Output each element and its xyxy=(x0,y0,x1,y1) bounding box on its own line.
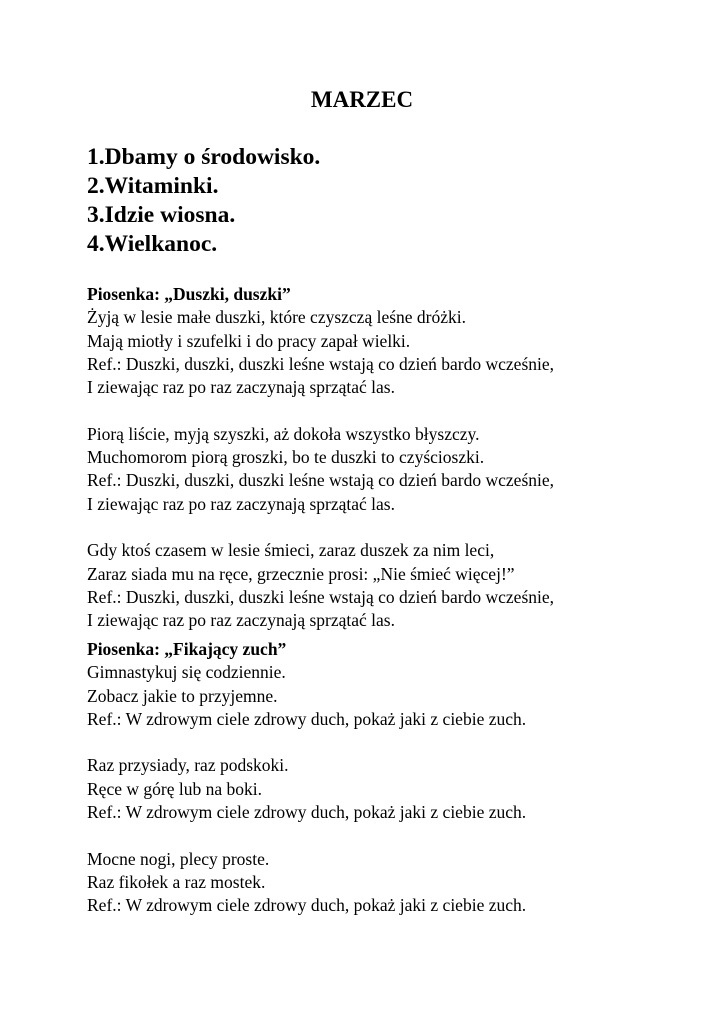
lyric-line: Ręce w górę lub na boki. xyxy=(87,778,262,799)
topic-item: 2.Witaminki. xyxy=(87,173,219,199)
refrain-line: Ref.: Duszki, duszki, duszki leśne wstają co dzień bardo wcześnie, xyxy=(87,353,555,374)
song-duszki xyxy=(87,283,707,656)
refrain-line: Ref.: W zdrowym ciele zdrowy duch, pokaż jaki z ciebie zuch. xyxy=(87,895,527,916)
lyric-line: Raz fikołek a raz mostek. xyxy=(87,871,266,892)
lyric-line: Zaraz siada mu na ręce, grzecznie prosi: „Nie śmieć więcej!” xyxy=(87,563,515,584)
stanza xyxy=(87,754,707,824)
song-title: Piosenka: „Duszki, duszki” xyxy=(87,284,291,304)
refrain-line: I ziewając raz po raz zaczynają sprzątać las. xyxy=(87,377,395,398)
stanza xyxy=(87,306,707,399)
refrain-line: Ref.: Duszki, duszki, duszki leśne wstają co dzień bardo wcześnie, xyxy=(87,586,555,607)
lyric-line: Piorą liście, myją szyszki, aż dokoła wszystko błyszczy. xyxy=(87,423,480,444)
topic-item: 4.Wielkanoc. xyxy=(87,231,218,257)
lyric-line: Mocne nogi, plecy proste. xyxy=(87,848,270,869)
topic-list xyxy=(87,143,320,259)
stanza xyxy=(87,848,707,918)
refrain-line: I ziewając raz po raz zaczynają sprzątać las. xyxy=(87,610,395,631)
stanza xyxy=(87,539,707,632)
lyric-line: Muchomorom piorą groszki, bo te duszki to czyścioszki. xyxy=(87,447,485,468)
topic-item: 3.Idzie wiosna. xyxy=(87,202,236,228)
refrain-line: Ref.: W zdrowym ciele zdrowy duch, pokaż jaki z ciebie zuch. xyxy=(87,708,527,729)
page-title: MARZEC xyxy=(310,87,414,112)
song-title: Piosenka: „Fikający zuch” xyxy=(87,639,287,659)
topic-item: 1.Dbamy o środowisko. xyxy=(87,144,321,170)
lyric-line: Żyją w lesie małe duszki, które czyszczą leśne dróżki. xyxy=(87,307,467,328)
lyric-line: Gdy ktoś czasem w lesie śmieci, zaraz duszek za nim leci, xyxy=(87,540,495,561)
lyric-line: Zobacz jakie to przyjemne. xyxy=(87,685,278,706)
lyric-line: Raz przysiady, raz podskoki. xyxy=(87,755,289,776)
lyric-line: Mają miotły i szufelki i do pracy zapał wielki. xyxy=(87,330,411,351)
stanza xyxy=(87,661,707,731)
refrain-line: Ref.: W zdrowym ciele zdrowy duch, pokaż jaki z ciebie zuch. xyxy=(87,802,527,823)
stanza xyxy=(87,423,707,516)
lyric-line: Gimnastykuj się codziennie. xyxy=(87,662,286,683)
refrain-line: I ziewając raz po raz zaczynają sprzątać las. xyxy=(87,493,395,514)
refrain-line: Ref.: Duszki, duszki, duszki leśne wstają co dzień bardo wcześnie, xyxy=(87,470,555,491)
song-fikajacy-zuch xyxy=(87,638,707,941)
